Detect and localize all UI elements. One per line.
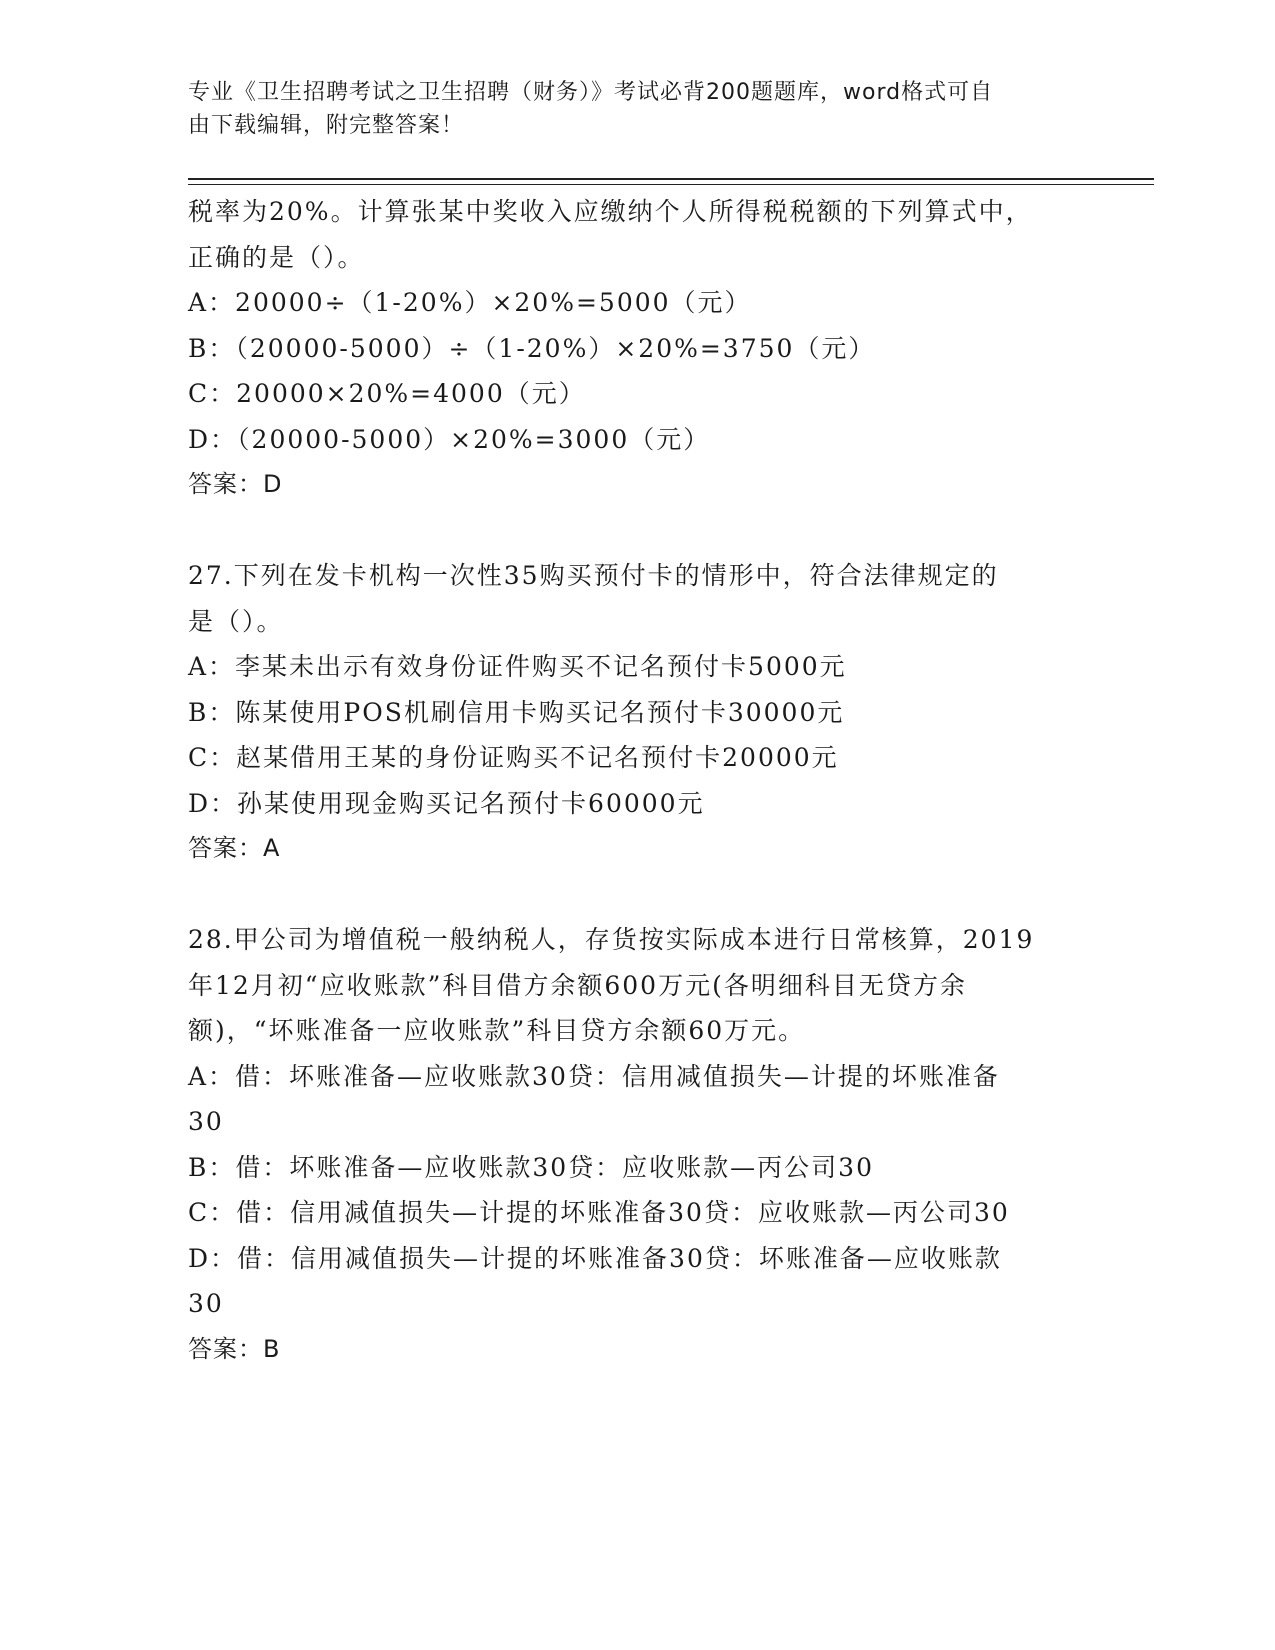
- header-line: 由下载编辑，附完整答案！: [188, 113, 465, 138]
- option-d: D：孙某使用现金购买记名预付卡60000元: [188, 788, 705, 818]
- question-stem: 28.甲公司为增值税一般纳税人，存货按实际成本进行日常核算，2019: [188, 925, 1035, 954]
- document-header: [188, 76, 1068, 142]
- question-28: [188, 917, 1088, 1372]
- question-stem: 年12月初“应收账款”科目借方余额600万元(各明细科目无贷方余: [188, 970, 967, 1000]
- option-a: A：20000÷（1-20%）×20%=5000（元）: [188, 288, 752, 317]
- option-d: D：（20000-5000）×20%=3000（元）: [188, 424, 711, 454]
- header-divider-thin: [188, 184, 1154, 185]
- question-stem: 税率为20%。计算张某中奖收入应缴纳个人所得税税额的下列算式中，: [188, 197, 1033, 226]
- option-d: D：借：信用减值损失—计提的坏账准备30贷：坏账准备—应收账款: [188, 1243, 1002, 1273]
- question-stem: 正确的是（）。: [188, 242, 365, 272]
- header-line: 专业《卫生招聘考试之卫生招聘（财务）》考试必背200题题库，word格式可自: [188, 80, 994, 105]
- option-a: A：借：坏账准备—应收账款30贷：信用减值损失—计提的坏账准备: [188, 1061, 1000, 1091]
- answer: 答案：D: [188, 470, 283, 498]
- option-b: B：陈某使用POS机刷信用卡购买记名预付卡30000元: [188, 697, 845, 727]
- option-c: C：赵某借用王某的身份证购买不记名预付卡20000元: [188, 743, 839, 772]
- option-c: C：20000×20%=4000（元）: [188, 379, 586, 408]
- answer: 答案：A: [188, 834, 281, 862]
- question-26: [188, 189, 1088, 508]
- option-d-continued: 30: [188, 1289, 224, 1318]
- option-c: C：借：信用减值损失—计提的坏账准备30贷：应收账款—丙公司30: [188, 1198, 1010, 1227]
- question-stem: 27.下列在发卡机构一次性35购买预付卡的情形中，符合法律规定的: [188, 561, 999, 590]
- option-b: B：借：坏账准备—应收账款30贷：应收账款—丙公司30: [188, 1152, 874, 1182]
- question-27: [188, 553, 1088, 872]
- spacer: [188, 508, 1088, 554]
- document-body: [188, 189, 1088, 1372]
- spacer: [188, 872, 1088, 918]
- answer: 答案：B: [188, 1334, 281, 1363]
- option-a-continued: 30: [188, 1107, 224, 1136]
- question-stem: 是（）。: [188, 606, 284, 636]
- header-divider-thick: [188, 178, 1154, 180]
- option-a: A：李某未出示有效身份证件购买不记名预付卡5000元: [188, 652, 847, 681]
- option-b: B：（20000-5000）÷（1-20%）×20%=3750（元）: [188, 333, 876, 363]
- question-stem: 额)，“坏账准备一应收账款”科目贷方余额60万元。: [188, 1016, 806, 1045]
